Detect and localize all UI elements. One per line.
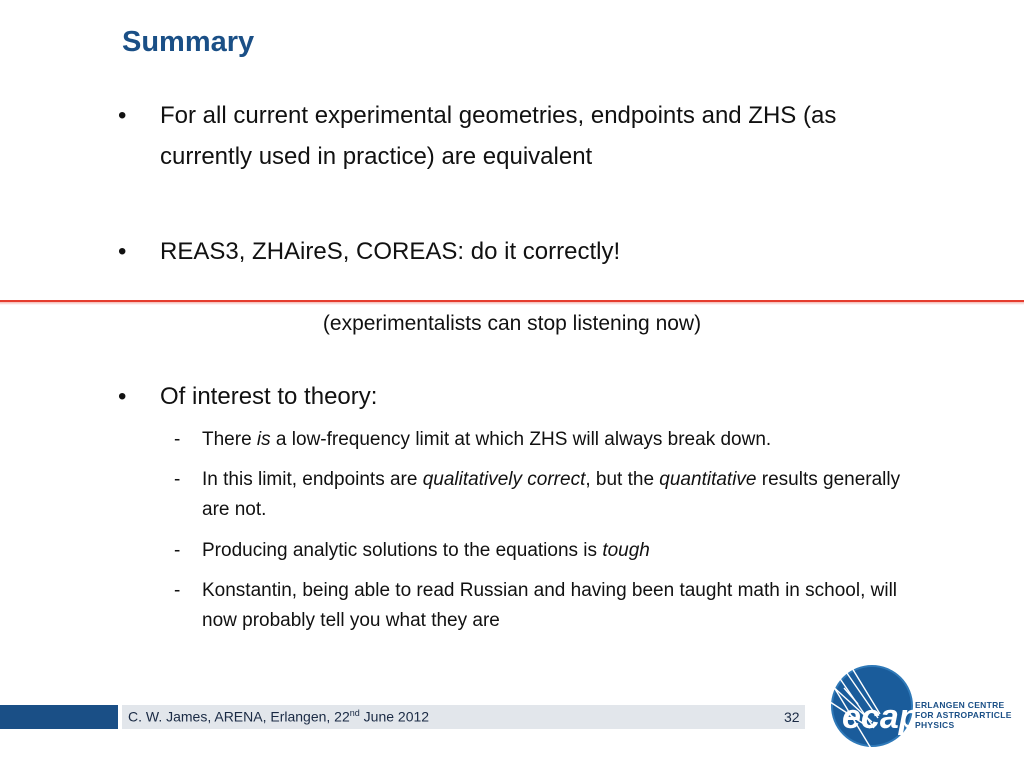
emphasis-text: quantitative xyxy=(659,469,757,490)
bullet-marker: • xyxy=(118,102,127,129)
logo-line-1: ERLANGEN CENTRE xyxy=(915,700,1005,710)
sub-text xyxy=(202,536,902,566)
sub-item xyxy=(174,425,902,455)
text-run: There xyxy=(202,429,257,450)
sub-text xyxy=(202,425,902,455)
emphasis-text: qualitatively correct xyxy=(422,469,586,490)
text-run: Producing analytic solutions to the equations is xyxy=(202,540,603,561)
logo-line-3: PHYSICS xyxy=(915,720,955,730)
bullet-item xyxy=(118,95,880,177)
bullet-text: Of interest to theory: xyxy=(160,383,378,410)
text-run: results generally are not. xyxy=(202,469,901,520)
bullet-text: REAS3, ZHAireS, COREAS: do it correctly! xyxy=(160,238,621,265)
logo-label xyxy=(915,700,1012,730)
text-run: , but the xyxy=(585,469,660,490)
text-run: a low-frequency limit at which ZHS will always break down. xyxy=(270,429,772,450)
page-number: 32 xyxy=(784,709,800,725)
footer-date-suffix: nd xyxy=(349,708,360,718)
bullet-text: For all current experimental geometries, endpoints and ZHS (as currently used in practice) are equivalent xyxy=(160,102,837,170)
emphasis-text: is xyxy=(256,429,271,450)
sub-item xyxy=(174,536,902,566)
sub-marker: - xyxy=(174,580,181,601)
text-run: Konstantin, being able to read Russian and having been taught math in school, will now probably tell you what they are xyxy=(202,580,898,631)
sub-marker: - xyxy=(174,429,181,450)
bullet-item xyxy=(118,231,880,272)
sub-item xyxy=(174,465,902,525)
audience-note: (experimentalists can stop listening now) xyxy=(322,312,702,335)
logo-wordmark: ecap xyxy=(842,698,920,736)
bullet-marker: • xyxy=(118,238,127,265)
sub-text xyxy=(202,465,902,525)
sub-item xyxy=(174,576,902,636)
slide-title: Summary xyxy=(122,26,255,58)
emphasis-text: tough xyxy=(602,540,650,561)
footer-date: June 2012 xyxy=(359,708,430,725)
sub-text xyxy=(202,576,902,636)
bullet-item xyxy=(118,376,880,417)
footer-accent xyxy=(0,705,118,729)
footer-citation xyxy=(128,708,429,725)
footer-author: C. W. James, ARENA, Erlangen, 22 xyxy=(128,708,350,725)
divider-shadow xyxy=(0,302,1024,305)
sub-marker: - xyxy=(174,469,181,490)
text-run: In this limit, endpoints are xyxy=(202,469,423,490)
sub-marker: - xyxy=(174,540,181,561)
logo-line-2: FOR ASTROPARTICLE xyxy=(915,710,1012,720)
bullet-marker: • xyxy=(118,383,127,410)
